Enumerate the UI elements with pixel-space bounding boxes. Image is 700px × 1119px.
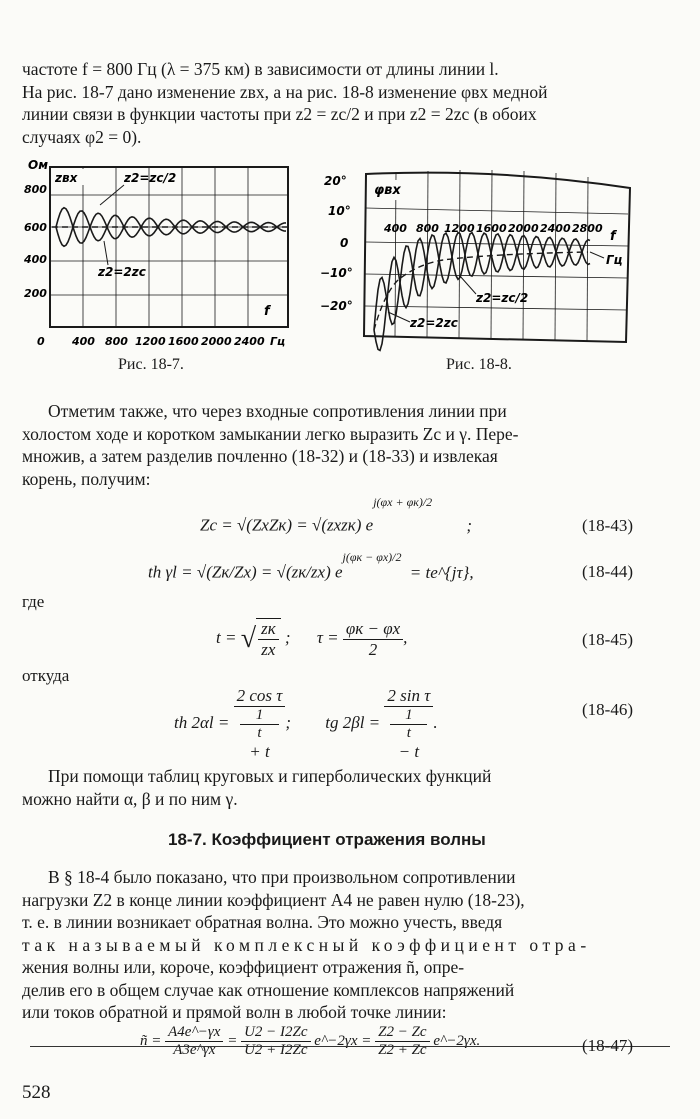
eq44-exponent: j(φк − φx)/2: [342, 550, 402, 564]
text-line: При помощи таблиц круговых и гиперболических функций: [48, 766, 492, 786]
figure-18-7: [20, 155, 300, 350]
eq45-separator: ;: [284, 627, 291, 647]
text-line: нагрузки Z2 в конце линии коэффициент A4 не равен нулю (18-23),: [22, 889, 525, 910]
divider-line: [30, 1046, 670, 1047]
fraction-denominator: 2: [368, 639, 378, 659]
fig7-curve-lower-label: z2=2zc: [98, 265, 146, 279]
fig7-x-tick: Гц: [270, 335, 286, 348]
fig8-curve-upper-label: z2=zc/2: [476, 291, 529, 305]
eq43-number: (18-43): [582, 516, 633, 535]
text-line: жения волны или, короче, коэффициент отражения ñ, опре-: [22, 957, 465, 977]
eq43-lhs: Zc = √(ZxZк) = √(zxzк) e: [200, 515, 374, 535]
page-number: 528: [22, 1082, 51, 1103]
fraction-numerator: Z2 − Zc: [375, 1024, 429, 1042]
text-line: корень, получим:: [22, 468, 151, 489]
equation-18-47: [140, 1024, 480, 1059]
eq46-tail: .: [433, 712, 438, 732]
word-otkuda: откуда: [22, 666, 70, 685]
fig8-x-tick: 2800: [572, 222, 603, 235]
paragraph-3: [22, 765, 642, 810]
fig8-y-tick: 10°: [328, 204, 351, 218]
figure-18-8: [318, 160, 644, 355]
fig8-x-tick: 2400: [540, 222, 571, 235]
fraction-term: − t: [398, 742, 420, 761]
fig7-var-label: zвх: [55, 171, 78, 185]
eq47-fraction-1: [165, 1024, 223, 1059]
text-line: линии связи в функции частоты при z2 = zc/2 и при z2 = 2zc (в обоих: [22, 104, 537, 124]
fraction-numerator: 1: [240, 707, 280, 725]
fraction-denominator: zx: [261, 640, 276, 659]
eq46-b-fraction: [384, 686, 433, 762]
eq45-tau-fraction: [343, 619, 403, 660]
fig8-x-tick: 1600: [476, 222, 507, 235]
eq46-a-fraction: [234, 686, 286, 762]
fig8-x-tick: 1200: [444, 222, 475, 235]
eq43-tail: ;: [466, 515, 473, 535]
intro-paragraph: [22, 58, 642, 148]
eq44-tail: = te^{jτ},: [409, 562, 474, 582]
eq47-equals: =: [227, 1032, 238, 1049]
fig7-x-tick: 1200: [135, 335, 166, 348]
text-line: случаях φ2 = 0).: [22, 126, 142, 147]
fig8-curve-lower: [374, 233, 590, 331]
fig8-unit-label: Гц: [606, 253, 623, 267]
fig8-y-tick-labels: [320, 174, 353, 313]
text-line: или токов обратной и прямой волн в любой точке линии:: [22, 1002, 447, 1022]
eq46-separator: ;: [285, 712, 292, 732]
fig7-x-tick: 2000: [201, 335, 232, 348]
eq43-exponent: j(φx + φк)/2: [373, 495, 433, 509]
fig7-x-tick: 2400: [234, 335, 265, 348]
fig8-x-tick: 400: [384, 222, 407, 235]
text-line: т. е. в линии возникает обратная волна. Это можно учесть, введя: [22, 912, 503, 932]
fig8-curve-lower-label: z2=2zc: [410, 316, 458, 330]
equation-18-45: [216, 618, 407, 660]
text-line: делив его в общем случае как отношение комплексов напряжений: [22, 979, 515, 1000]
fig7-x-tick: 1600: [168, 335, 199, 348]
eq45-t-lhs: t =: [216, 627, 237, 647]
fraction-numerator: 2 cos τ: [234, 686, 286, 707]
fraction-denominator: [234, 707, 286, 762]
fig8-y-tick: −20°: [320, 299, 353, 313]
text-line: можно найти α, β и по ним γ.: [22, 788, 238, 809]
paragraph-4: [22, 866, 642, 1024]
fig8-leader: [590, 252, 604, 258]
fig7-plot-frame: [50, 167, 288, 327]
fraction-numerator: 1: [390, 707, 427, 725]
fig7-x-tick: 800: [105, 335, 128, 348]
eq46-a-lhs: th 2αl =: [174, 712, 230, 732]
fig7-y-tick: 600: [24, 221, 47, 234]
fraction-denominator: t: [257, 725, 262, 741]
text-line: холостом ходе и коротком замыкании легко выразить Zc и γ. Пере-: [22, 423, 519, 444]
eq45-t-fraction: [256, 618, 281, 660]
fig8-var-label: φвх: [374, 183, 401, 198]
equation-18-46: [174, 686, 438, 762]
fraction-denominator: [384, 707, 433, 762]
fig7-x-tick: 0: [37, 335, 45, 348]
section-heading: 18-7. Коэффициент отражения волны: [168, 830, 486, 849]
eq47-fraction-3: [375, 1024, 429, 1059]
fig8-y-tick: 20°: [324, 174, 347, 188]
fig7-y-tick: 200: [24, 287, 47, 300]
fig7-caption: Рис. 18-7.: [118, 356, 184, 373]
fig7-y-tick: 800: [24, 183, 47, 196]
fig7-y-tick-labels: [23, 183, 47, 300]
fig8-leader: [460, 276, 476, 294]
fig8-x-tick: 2000: [508, 222, 539, 235]
eq45-number: (18-45): [582, 630, 633, 649]
eq47-number: (18-47): [582, 1036, 633, 1055]
fig8-x-tick-labels: [383, 222, 603, 235]
fraction-numerator: φк − φx: [343, 619, 403, 640]
sqrt-sign: √: [240, 623, 257, 654]
eq47-exponential-2: e^−2γx.: [433, 1032, 481, 1049]
fig8-x-tick: 800: [416, 222, 439, 235]
fig7-curve-upper: [56, 208, 286, 243]
paragraph-2: [22, 400, 642, 490]
fig7-x-tick: 400: [72, 335, 95, 348]
eq44-lhs: th γl = √(Zк/Zx) = √(zк/zx) e: [148, 562, 343, 582]
fig7-grid: [50, 167, 288, 327]
fraction-numerator: A4e^−γx: [165, 1024, 223, 1042]
fraction-term: + t: [249, 742, 270, 761]
fig7-freq-label: f: [264, 304, 270, 319]
eq47-exponential-1: e^−2γx =: [314, 1032, 372, 1049]
fig7-y-unit: Ом: [28, 158, 49, 172]
fig7-y-tick: 400: [24, 253, 47, 266]
eq46-number: (18-46): [582, 700, 633, 719]
fig8-caption: Рис. 18-8.: [446, 356, 512, 373]
fig8-y-tick: 0: [340, 236, 349, 250]
text-line: множив, а затем разделив почленно (18-32) и (18-33) и извлекая: [22, 446, 498, 466]
fig7-x-tick-labels: [37, 335, 285, 348]
eq47-fraction-2: [241, 1024, 310, 1059]
fraction-denominator: A3e^γx: [173, 1042, 216, 1058]
fig8-y-tick: −10°: [320, 266, 353, 280]
fig8-freq-label: f: [610, 229, 616, 244]
eq46-b-lhs: tg 2βl =: [325, 712, 381, 732]
fraction-denominator: t: [406, 725, 411, 741]
fraction-denominator: U2 + I2Zc: [244, 1042, 308, 1058]
text-line: На рис. 18-7 дано изменение zвх, а на рис. 18-8 изменение φвх медной: [22, 81, 548, 102]
fig7-curve-lower: [56, 211, 286, 246]
text-line: частоте f = 800 Гц (λ = 375 км) в зависимости от длины линии l.: [22, 59, 499, 79]
eq45-tail: ,: [403, 627, 408, 647]
text-line: Отметим также, что через входные сопротивления линии при: [48, 401, 507, 421]
word-gde: где: [22, 592, 45, 611]
eq45-tau-lhs: τ =: [316, 627, 339, 647]
fraction-numerator: 2 sin τ: [384, 686, 433, 707]
text-line: так называемый комплексный коэффициент отра-: [22, 934, 591, 955]
text-line: В § 18-4 было показано, что при произвольном сопротивлении: [48, 867, 516, 887]
fig7-curve-upper-label: z2=zc/2: [124, 171, 177, 185]
eq47-lhs: ñ =: [140, 1032, 162, 1049]
fraction-numerator: U2 − I2Zc: [241, 1024, 310, 1042]
eq44-number: (18-44): [582, 562, 633, 581]
fraction-numerator: zк: [258, 619, 279, 640]
fraction-denominator: Z2 + Zc: [378, 1042, 427, 1058]
